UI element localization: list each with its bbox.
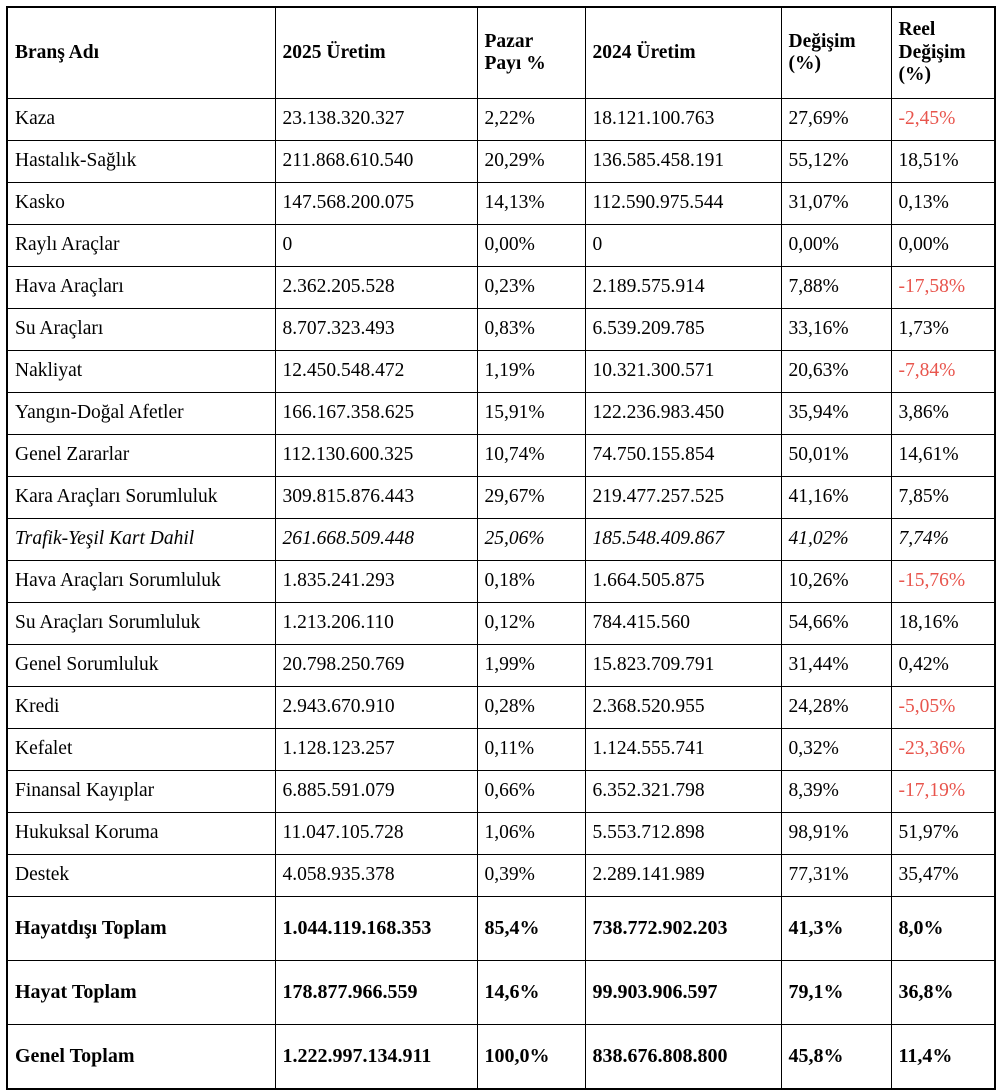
table-cell: 0,66% [477,771,585,813]
table-cell: 0,18% [477,561,585,603]
table-cell: 45,8% [781,1025,891,1090]
table-cell: 23.138.320.327 [275,99,477,141]
row-label: Kara Araçları Sorumluluk [7,477,275,519]
table-header [7,7,995,99]
column-header-0 [7,7,275,99]
table-row [7,561,995,603]
table-cell: 7,88% [781,267,891,309]
row-label: Kefalet [7,729,275,771]
table-cell: 27,69% [781,99,891,141]
table-header-row [7,7,995,99]
table-cell: -23,36% [891,729,995,771]
table-cell: 14,13% [477,183,585,225]
table-row [7,99,995,141]
row-label: Hava Araçları [7,267,275,309]
table-cell: 18.121.100.763 [585,99,781,141]
column-header-line: Branş Adı [15,41,99,63]
row-label: Nakliyat [7,351,275,393]
table-cell: 1.128.123.257 [275,729,477,771]
table-cell: 41,3% [781,897,891,961]
table-cell: 11.047.105.728 [275,813,477,855]
table-cell: -17,19% [891,771,995,813]
table-cell: 8.707.323.493 [275,309,477,351]
table-cell: 2.189.575.914 [585,267,781,309]
table-cell: 112.590.975.544 [585,183,781,225]
table-cell: 74.750.155.854 [585,435,781,477]
column-header-5 [891,7,995,99]
table-row [7,351,995,393]
table-cell: 0,11% [477,729,585,771]
row-label: Yangın-Doğal Afetler [7,393,275,435]
table-cell: 0,12% [477,603,585,645]
table-row [7,435,995,477]
table-cell: 219.477.257.525 [585,477,781,519]
table-cell: 1.664.505.875 [585,561,781,603]
table-row [7,183,995,225]
table-cell: 20.798.250.769 [275,645,477,687]
table-row [7,645,995,687]
column-header-line: (%) [788,53,821,74]
production-table [6,6,996,1090]
row-label: Hayatdışı Toplam [7,897,275,961]
table-cell: 85,4% [477,897,585,961]
table-row [7,729,995,771]
table-cell: 2.289.141.989 [585,855,781,897]
table-cell: 1.213.206.110 [275,603,477,645]
table-cell: 31,07% [781,183,891,225]
table-row [7,603,995,645]
row-label: Hayat Toplam [7,961,275,1025]
table-cell: 0 [585,225,781,267]
table-cell: 54,66% [781,603,891,645]
table-cell: 25,06% [477,519,585,561]
table-cell: 1,19% [477,351,585,393]
table-cell: -15,76% [891,561,995,603]
column-header-line: (%) [898,64,931,86]
table-cell: 178.877.966.559 [275,961,477,1025]
table-cell: 55,12% [781,141,891,183]
table-cell: 112.130.600.325 [275,435,477,477]
table-cell: 98,91% [781,813,891,855]
table-cell: 0,00% [781,225,891,267]
row-label: Kaza [7,99,275,141]
table-cell: 33,16% [781,309,891,351]
row-label: Genel Zararlar [7,435,275,477]
table-row [7,141,995,183]
column-header-line: Reel [898,19,936,41]
table-cell: 24,28% [781,687,891,729]
table-row [7,225,995,267]
table-row [7,309,995,351]
table-cell: 6.352.321.798 [585,771,781,813]
table-row [7,813,995,855]
table-cell: 0,83% [477,309,585,351]
row-label: Destek [7,855,275,897]
table-cell: 1,06% [477,813,585,855]
table-cell: 1.835.241.293 [275,561,477,603]
row-label: Kredi [7,687,275,729]
row-label: Hastalık-Sağlık [7,141,275,183]
row-label: Trafik-Yeşil Kart Dahil [7,519,275,561]
column-header-2 [477,7,585,99]
table-cell: 261.668.509.448 [275,519,477,561]
table-cell: 7,85% [891,477,995,519]
table-cell: 1.044.119.168.353 [275,897,477,961]
table-cell: 7,74% [891,519,995,561]
table-cell: 18,51% [891,141,995,183]
table-cell: 35,94% [781,393,891,435]
column-header-line: Değişim [788,30,856,52]
column-header-line: Pazar [484,30,534,52]
table-cell: 31,44% [781,645,891,687]
table-cell: -7,84% [891,351,995,393]
table-cell: 14,61% [891,435,995,477]
table-row [7,771,995,813]
table-cell: 5.553.712.898 [585,813,781,855]
table-cell: 12.450.548.472 [275,351,477,393]
table-cell: 2.943.670.910 [275,687,477,729]
table-cell: 18,16% [891,603,995,645]
table-cell: 35,47% [891,855,995,897]
table-cell: 29,67% [477,477,585,519]
table-cell: 309.815.876.443 [275,477,477,519]
table-cell: 4.058.935.378 [275,855,477,897]
row-label: Raylı Araçlar [7,225,275,267]
table-cell: 100,0% [477,1025,585,1090]
table-row [7,961,995,1025]
table-cell: 0,00% [891,225,995,267]
table-row [7,519,995,561]
column-header-1 [275,7,477,99]
table-cell: 8,0% [891,897,995,961]
table-cell: 0,32% [781,729,891,771]
row-label: Finansal Kayıplar [7,771,275,813]
table-cell: 0,42% [891,645,995,687]
table-cell: 0 [275,225,477,267]
table-row [7,1025,995,1090]
row-label: Kasko [7,183,275,225]
table-cell: 11,4% [891,1025,995,1090]
table-cell: 2.362.205.528 [275,267,477,309]
table-cell: 10,26% [781,561,891,603]
table-cell: 99.903.906.597 [585,961,781,1025]
table-cell: 1,99% [477,645,585,687]
table-cell: -17,58% [891,267,995,309]
table-cell: 77,31% [781,855,891,897]
table-cell: 6.539.209.785 [585,309,781,351]
table-row [7,477,995,519]
table-cell: 185.548.409.867 [585,519,781,561]
table-cell: 0,28% [477,687,585,729]
table-cell: 10,74% [477,435,585,477]
table-cell: 10.321.300.571 [585,351,781,393]
table-cell: 14,6% [477,961,585,1025]
table-cell: 3,86% [891,393,995,435]
table-row [7,897,995,961]
row-label: Su Araçları Sorumluluk [7,603,275,645]
table-cell: 147.568.200.075 [275,183,477,225]
table-cell: 122.236.983.450 [585,393,781,435]
row-label: Genel Sorumluluk [7,645,275,687]
table-cell: 1.222.997.134.911 [275,1025,477,1090]
table-cell: 738.772.902.203 [585,897,781,961]
table-cell: 20,63% [781,351,891,393]
table-cell: 838.676.808.800 [585,1025,781,1090]
table-cell: 79,1% [781,961,891,1025]
table-cell: 2.368.520.955 [585,687,781,729]
row-label: Hukuksal Koruma [7,813,275,855]
table-cell: 1.124.555.741 [585,729,781,771]
table-cell: 0,39% [477,855,585,897]
table-cell: 20,29% [477,141,585,183]
table-cell: 166.167.358.625 [275,393,477,435]
table-row [7,687,995,729]
table-cell: 2,22% [477,99,585,141]
table-cell: 0,13% [891,183,995,225]
table-row [7,855,995,897]
table-body [7,99,995,1090]
column-header-line: Payı % [484,53,546,74]
table-cell: 136.585.458.191 [585,141,781,183]
table-cell: 50,01% [781,435,891,477]
table-row [7,393,995,435]
column-header-3 [585,7,781,99]
table-cell: 784.415.560 [585,603,781,645]
table-cell: 8,39% [781,771,891,813]
table-cell: 1,73% [891,309,995,351]
table-cell: 211.868.610.540 [275,141,477,183]
row-label: Su Araçları [7,309,275,351]
column-header-line: 2024 Üretim [592,41,696,63]
column-header-line: 2025 Üretim [282,41,386,63]
table-cell: -5,05% [891,687,995,729]
table-cell: 41,02% [781,519,891,561]
table-cell: 15,91% [477,393,585,435]
table-cell: -2,45% [891,99,995,141]
row-label: Hava Araçları Sorumluluk [7,561,275,603]
table-cell: 0,23% [477,267,585,309]
table-row [7,267,995,309]
table-cell: 41,16% [781,477,891,519]
table-cell: 51,97% [891,813,995,855]
table-cell: 6.885.591.079 [275,771,477,813]
table-cell: 15.823.709.791 [585,645,781,687]
row-label: Genel Toplam [7,1025,275,1090]
column-header-line: Değişim [898,41,966,63]
table-cell: 36,8% [891,961,995,1025]
table-cell: 0,00% [477,225,585,267]
column-header-4 [781,7,891,99]
